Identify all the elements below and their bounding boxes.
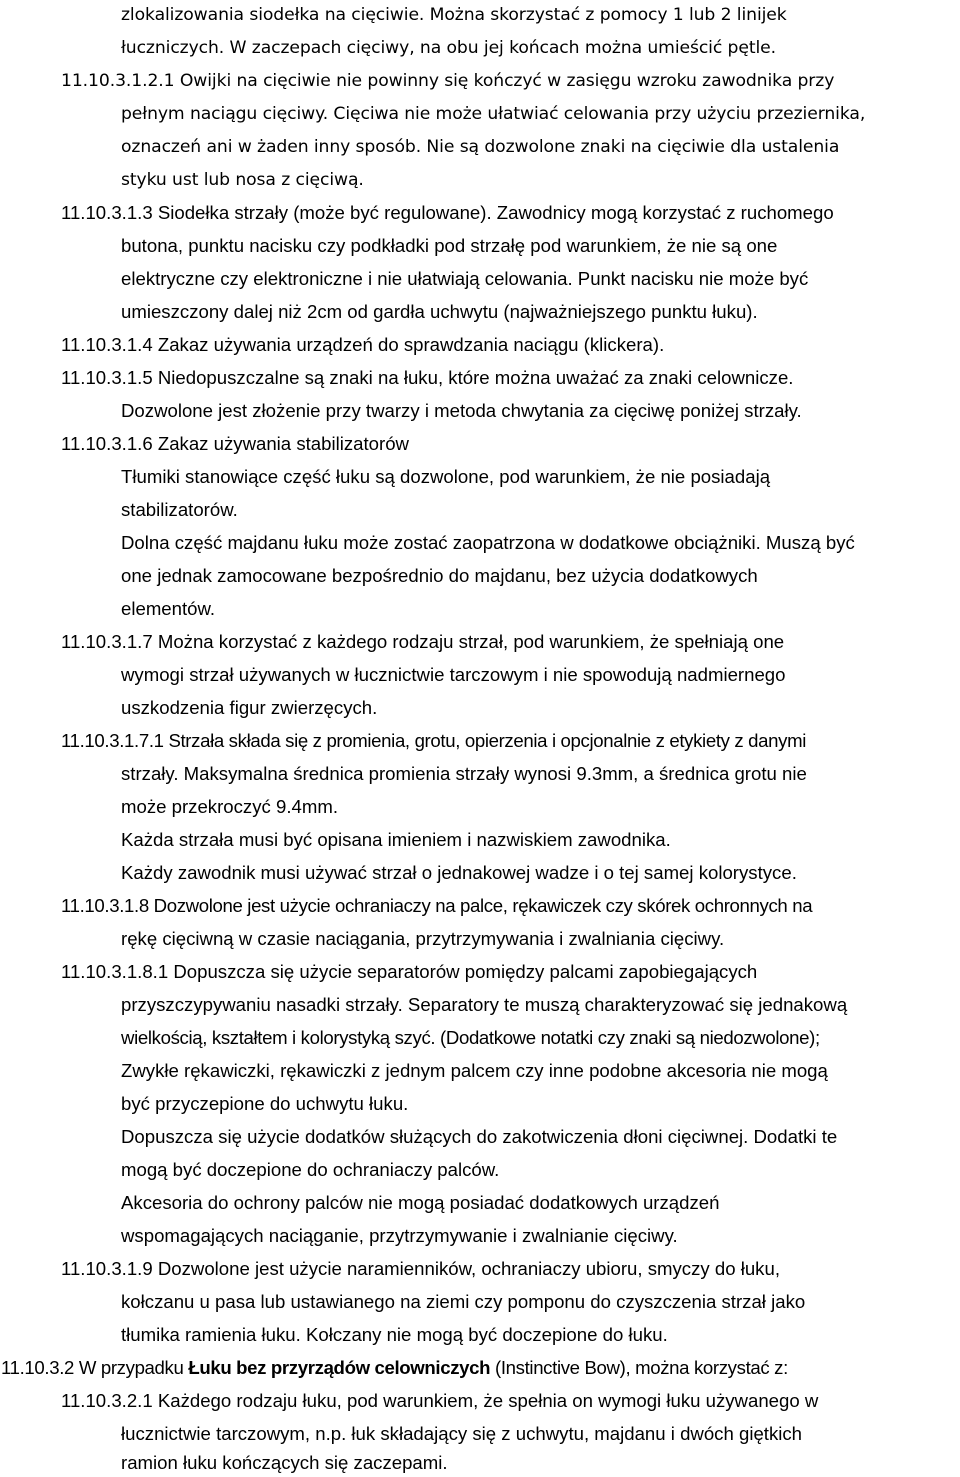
- text-line: Dopuszcza się użycie dodatków służących do zakotwiczenia dłoni cięciwnej. Dodatki te: [121, 1126, 838, 1147]
- bold-term: Łuku bez przyrządów celowniczych: [188, 1357, 491, 1378]
- text-line: być przyczepione do uchwytu łuku.: [121, 1093, 409, 1114]
- text-line: 11.10.3.1.9 Dozwolone jest użycie naramienników, ochraniaczy ubioru, smyczy do łuku,: [61, 1258, 780, 1279]
- text-line: elektryczne czy elektroniczne i nie ułatwiają celowania. Punkt nacisku nie może być: [121, 268, 809, 289]
- text-line: 11.10.3.1.5 Niedopuszczalne są znaki na łuku, które można uważać za znaki celownicze.: [61, 367, 794, 388]
- text-line: mogą być doczepione do ochraniaczy palców.: [121, 1159, 500, 1180]
- text-line: 11.10.3.1.3 Siodełka strzały (może być regulowane). Zawodnicy mogą korzystać z ruchomego: [61, 202, 834, 223]
- text-line: łuczniczych. W zaczepach cięciwy, na obu jej końcach można umieścić pętle.: [121, 38, 776, 58]
- text-line: wielkością, kształtem i kolorystyką szyć. (Dodatkowe notatki czy znaki są niedozwolone);: [121, 1027, 820, 1048]
- text-line: Dozwolone jest złożenie przy twarzy i metoda chwytania za cięciwę poniżej strzały.: [121, 400, 802, 421]
- text-line: butona, punktu nacisku czy podkładki pod strzałę pod warunkiem, że nie są one: [121, 235, 778, 256]
- text-line: 11.10.3.1.8.1 Dopuszcza się użycie separatorów pomiędzy palcami zapobiegających: [61, 961, 758, 982]
- text-line-heading: [1, 1357, 788, 1379]
- text-line: 11.10.3.1.7 Można korzystać z każdego rodzaju strzał, pod warunkiem, że spełniają one: [61, 631, 785, 652]
- text-line: elementów.: [121, 598, 216, 619]
- text-run: (Instinctive Bow), można korzystać z:: [490, 1357, 788, 1378]
- text-line: kołczanu u pasa lub ustawianego na ziemi czy pomponu do czyszczenia strzał jako: [121, 1291, 806, 1312]
- text-line: 11.10.3.1.6 Zakaz używania stabilizatorów: [61, 433, 409, 454]
- text-line: tłumika ramienia łuku. Kołczany nie mogą być doczepione do łuku.: [121, 1324, 668, 1345]
- text-line: 11.10.3.1.2.1 Owijki na cięciwie nie powinny się kończyć w zasięgu wzroku zawodnika przy: [61, 71, 835, 91]
- text-line: 11.10.3.1.4 Zakaz używania urządzeń do sprawdzania naciągu (klickera).: [61, 334, 665, 355]
- text-line: 11.10.3.1.8 Dozwolone jest użycie ochraniaczy na palce, rękawiczek czy skórek ochronnych na: [61, 895, 813, 916]
- text-line: rękę cięciwną w czasie naciągania, przytrzymywania i zwalniania cięciwy.: [121, 928, 725, 949]
- text-line: umieszczony dalej niż 2cm od gardła uchwytu (najważniejszego punktu łuku).: [121, 301, 758, 322]
- text-line: oznaczeń ani w żaden inny sposób. Nie są dozwolone znaki na cięciwie dla ustalenia: [121, 137, 840, 157]
- text-line: wymogi strzał używanych w łucznictwie tarczowym i nie spowodują nadmiernego: [121, 664, 786, 685]
- text-line: może przekroczyć 9.4mm.: [121, 796, 338, 817]
- text-line: wspomagających naciąganie, przytrzymywanie i zwalnianie cięciwy.: [121, 1225, 678, 1246]
- text-line: Akcesoria do ochrony palców nie mogą posiadać dodatkowych urządzeń: [121, 1192, 720, 1213]
- text-line: one jednak zamocowane bezpośrednio do majdanu, bez użycia dodatkowych: [121, 565, 758, 586]
- text-line: 11.10.3.1.7.1 Strzała składa się z promienia, grotu, opierzenia i opcjonalnie z etykiety z danymi: [61, 730, 806, 751]
- text-line: pełnym naciągu cięciwy. Cięciwa nie może ułatwiać celowania przy użyciu przeziernika,: [121, 104, 866, 124]
- text-line: styku ust lub nosa z cięciwą.: [121, 170, 364, 190]
- text-line: zlokalizowania siodełka na cięciwie. Można skorzystać z pomocy 1 lub 2 linijek: [121, 5, 787, 25]
- text-line: przyszczypywaniu nasadki strzały. Separatory te muszą charakteryzować się jednakową: [121, 994, 848, 1015]
- text-line: uszkodzenia figur zwierzęcych.: [121, 697, 378, 718]
- text-line: strzały. Maksymalna średnica promienia strzały wynosi 9.3mm, a średnica grotu nie: [121, 763, 807, 784]
- text-line: 11.10.3.2.1 Każdego rodzaju łuku, pod warunkiem, że spełnia on wymogi łuku używanego w: [61, 1390, 819, 1411]
- text-line: Tłumiki stanowiące część łuku są dozwolone, pod warunkiem, że nie posiadają: [121, 466, 771, 487]
- text-line: łucznictwie tarczowym, n.p. łuk składający się z uchwytu, majdanu i dwóch giętkich: [121, 1423, 803, 1444]
- text-line: Dolna część majdanu łuku może zostać zaopatrzona w dodatkowe obciążniki. Muszą być: [121, 532, 855, 553]
- text-line: Każdy zawodnik musi używać strzał o jednakowej wadze i o tej samej kolorystyce.: [121, 862, 797, 883]
- text-run: 11.10.3.2 W przypadku: [1, 1357, 189, 1378]
- text-line: stabilizatorów.: [121, 499, 238, 520]
- text-line: ramion łuku kończących się zaczepami.: [121, 1452, 448, 1473]
- text-line: Każda strzała musi być opisana imieniem i nazwiskiem zawodnika.: [121, 829, 671, 850]
- text-line: Zwykłe rękawiczki, rękawiczki z jednym palcem czy inne podobne akcesoria nie mogą: [121, 1060, 828, 1081]
